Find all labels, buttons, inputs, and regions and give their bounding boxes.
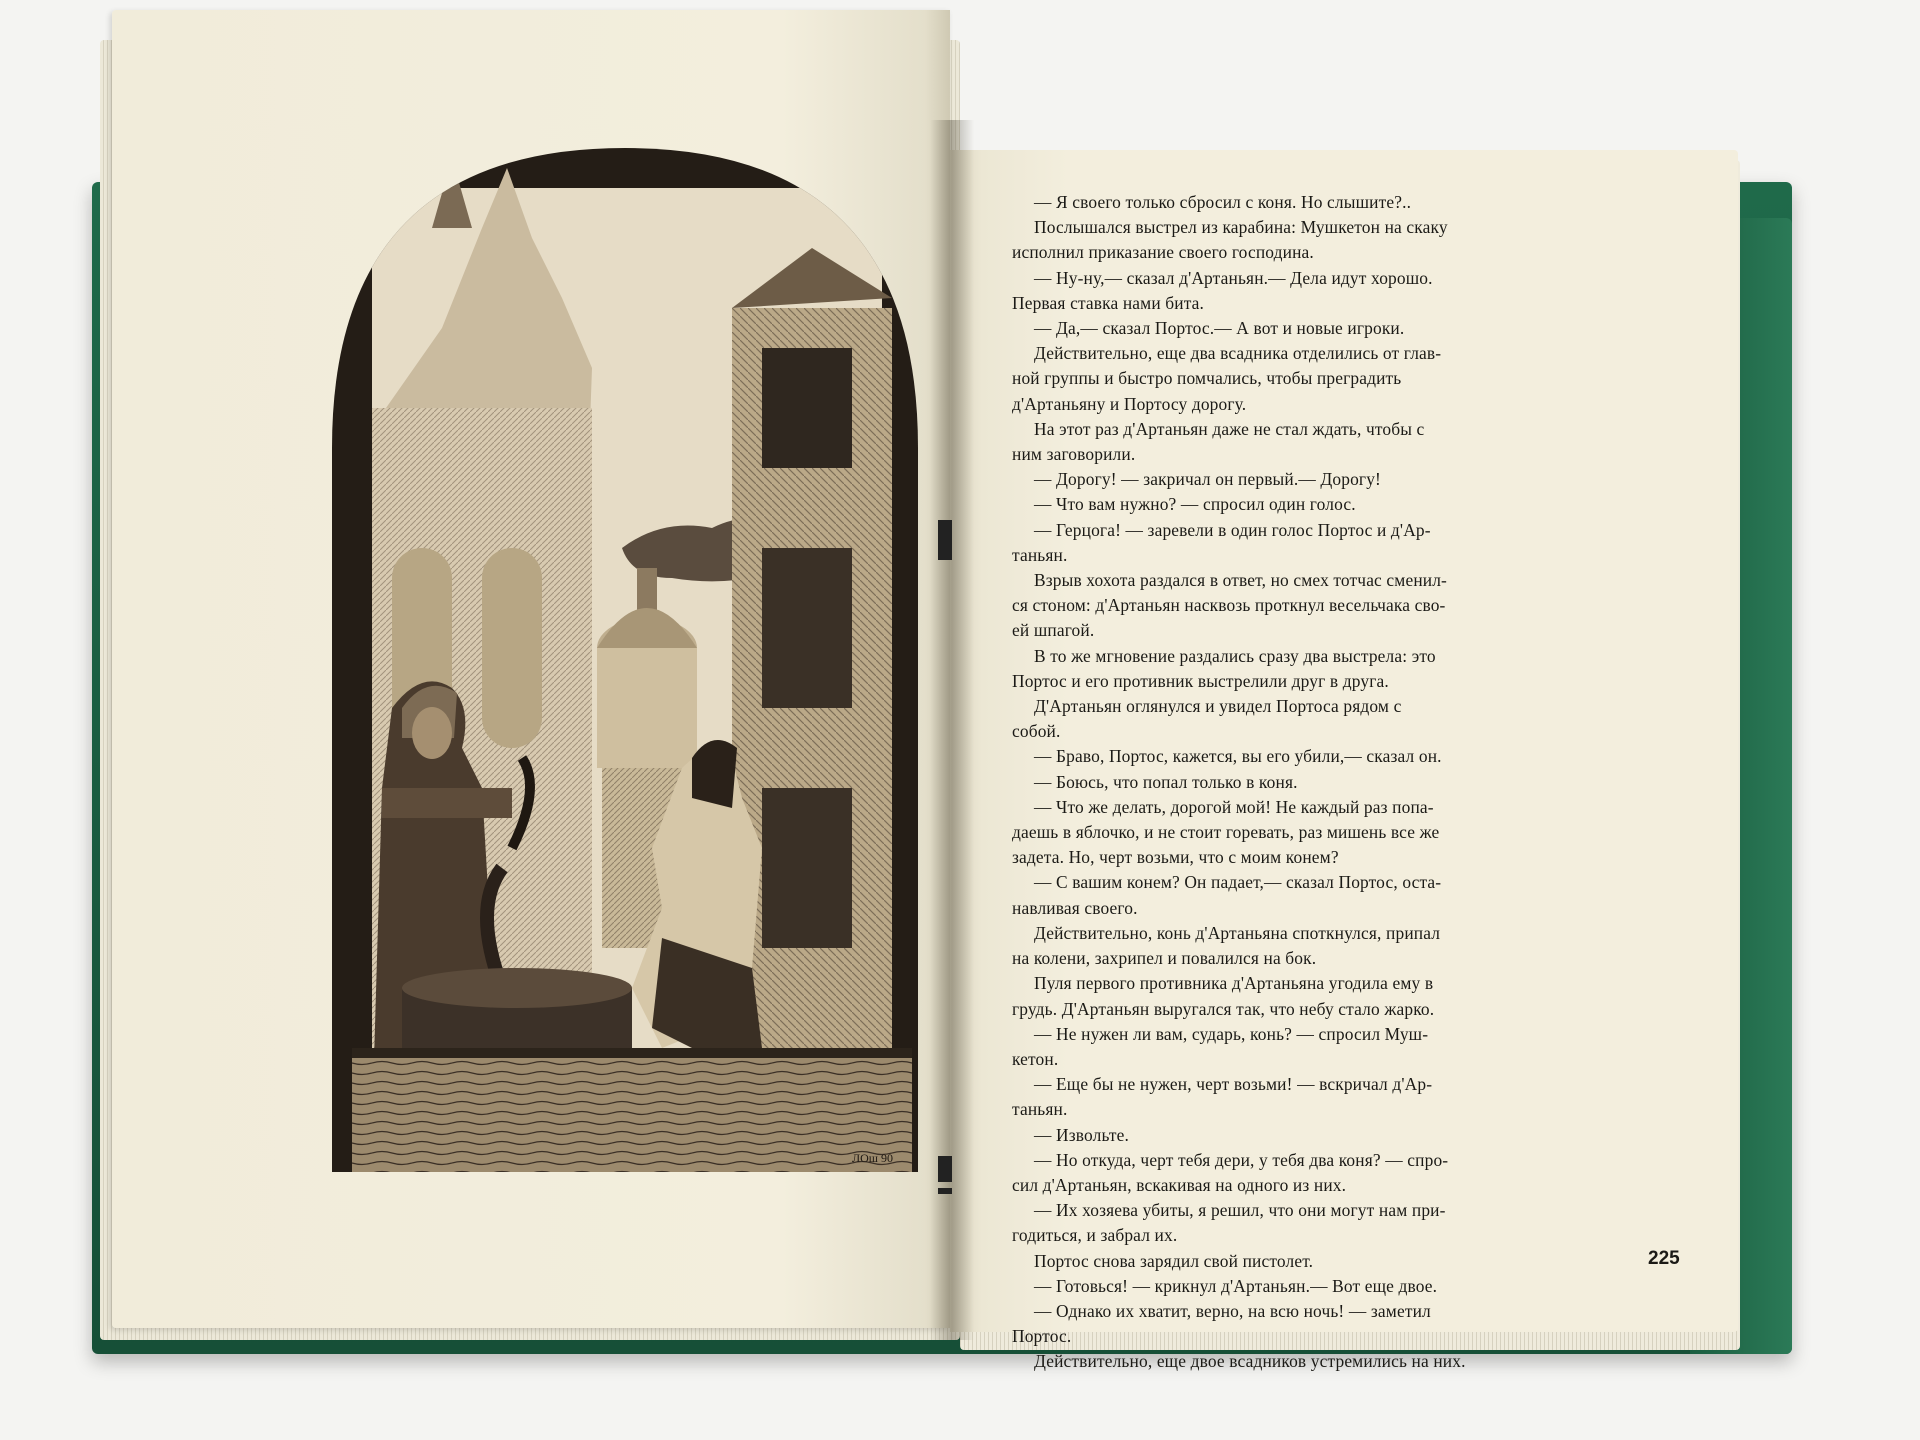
- text-line: таньян.: [1012, 544, 1068, 565]
- text-line: На этот раз д'Артаньян даже не стал ждать, чтобы с: [1034, 418, 1425, 439]
- text-line: собой.: [1012, 721, 1061, 742]
- text-line: кетон.: [1012, 1048, 1059, 1069]
- text-line: — Да,— сказал Портос.— А вот и новые игроки.: [1034, 318, 1405, 339]
- text-line: — Что вам нужно? — спросил один голос.: [1034, 494, 1356, 515]
- text-line: ним заговорили.: [1012, 444, 1136, 465]
- text-line: Послышался выстрел из карабина: Мушкетон на скаку: [1034, 217, 1448, 238]
- text-line: навливая своего.: [1012, 897, 1138, 918]
- text-line: задета. Но, черт возьми, что с моим конем?: [1012, 847, 1339, 868]
- text-line: даешь в яблочко, и не стоит горевать, раз мишень все же: [1012, 822, 1440, 843]
- text-line: — Еще бы не нужен, черт возьми! — вскричал д'Ар-: [1034, 1074, 1433, 1095]
- text-line: Действительно, еще двое всадников устремились на них.: [1034, 1351, 1466, 1372]
- text-line: — Что же делать, дорогой мой! Не каждый раз попа-: [1034, 796, 1434, 817]
- page-number: 225: [1648, 1248, 1680, 1269]
- text-line: — Однако их хватит, верно, на всю ночь! — заметил: [1034, 1300, 1431, 1321]
- text-line: — Извольте.: [1034, 1124, 1129, 1145]
- gutter-marks: [938, 520, 952, 1200]
- text-line: Портос снова зарядил свой пистолет.: [1034, 1250, 1314, 1271]
- text-line: В то же мгновение раздались сразу два выстрела: это: [1034, 645, 1436, 666]
- text-line: — Боюсь, что попал только в коня.: [1034, 771, 1298, 792]
- text-line: исполнил приказание своего господина.: [1012, 242, 1314, 263]
- text-line: ей шпагой.: [1012, 620, 1095, 641]
- text-line: — Их хозяева убиты, я решил, что они могут нам при-: [1034, 1200, 1446, 1221]
- text-line: — Ну-ну,— сказал д'Артаньян.— Дела идут хорошо.: [1034, 267, 1433, 288]
- text-line: — Я своего только сбросил с коня. Но слышите?..: [1034, 192, 1412, 212]
- text-line: Портос.: [1012, 1326, 1072, 1347]
- illustration-signature: ЛОш 90: [852, 1151, 894, 1165]
- book-gutter: [930, 120, 974, 1340]
- text-line: — Но откуда, черт тебя дери, у тебя два коня? — спро-: [1034, 1149, 1449, 1170]
- text-line: ной группы и быстро помчались, чтобы преградить: [1012, 368, 1402, 389]
- text-line: грудь. Д'Артаньян выругался так, что небу стало жарко.: [1012, 998, 1435, 1019]
- text-line: — Не нужен ли вам, сударь, конь? — спросил Муш-: [1034, 1023, 1429, 1044]
- text-line: — С вашим конем? Он падает,— сказал Портос, оста-: [1034, 872, 1442, 893]
- text-line: д'Артаньяну и Портосу дорогу.: [1012, 393, 1247, 414]
- text-line: годиться, и забрал их.: [1012, 1225, 1178, 1246]
- engraving-illustration: [332, 148, 918, 1172]
- text-line: Пуля первого противника д'Артаньяна угодила ему в: [1034, 973, 1434, 994]
- text-line: Первая ставка нами бита.: [1012, 292, 1205, 313]
- text-line: — Дорогу! — закричал он первый.— Дорогу!: [1034, 469, 1382, 490]
- text-line: — Готовься! — крикнул д'Артаньян.— Вот еще двое.: [1034, 1275, 1438, 1296]
- text-line: сил д'Артаньян, вскакивая на одного из них.: [1012, 1174, 1347, 1195]
- text-line: Портос и его противник выстрелили друг в друга.: [1012, 670, 1389, 691]
- text-line: таньян.: [1012, 1099, 1068, 1120]
- text-line: Действительно, еще два всадника отделились от глав-: [1034, 343, 1442, 364]
- text-line: Д'Артаньян оглянулся и увидел Портоса рядом с: [1034, 696, 1402, 717]
- text-line: — Герцога! — заревели в один голос Портос и д'Ар-: [1034, 519, 1431, 540]
- text-line: на колени, захрипел и повалился на бок.: [1012, 948, 1317, 969]
- text-line: ся стоном: д'Артаньян насквозь проткнул весельчака сво-: [1012, 595, 1446, 616]
- text-line: Взрыв хохота раздался в ответ, но смех тотчас сменил-: [1034, 570, 1448, 591]
- text-line: — Браво, Портос, кажется, вы его убили,— сказал он.: [1034, 746, 1442, 767]
- text-line: Действительно, конь д'Артаньяна споткнулся, припал: [1034, 922, 1441, 943]
- page-text: [1012, 190, 1616, 1375]
